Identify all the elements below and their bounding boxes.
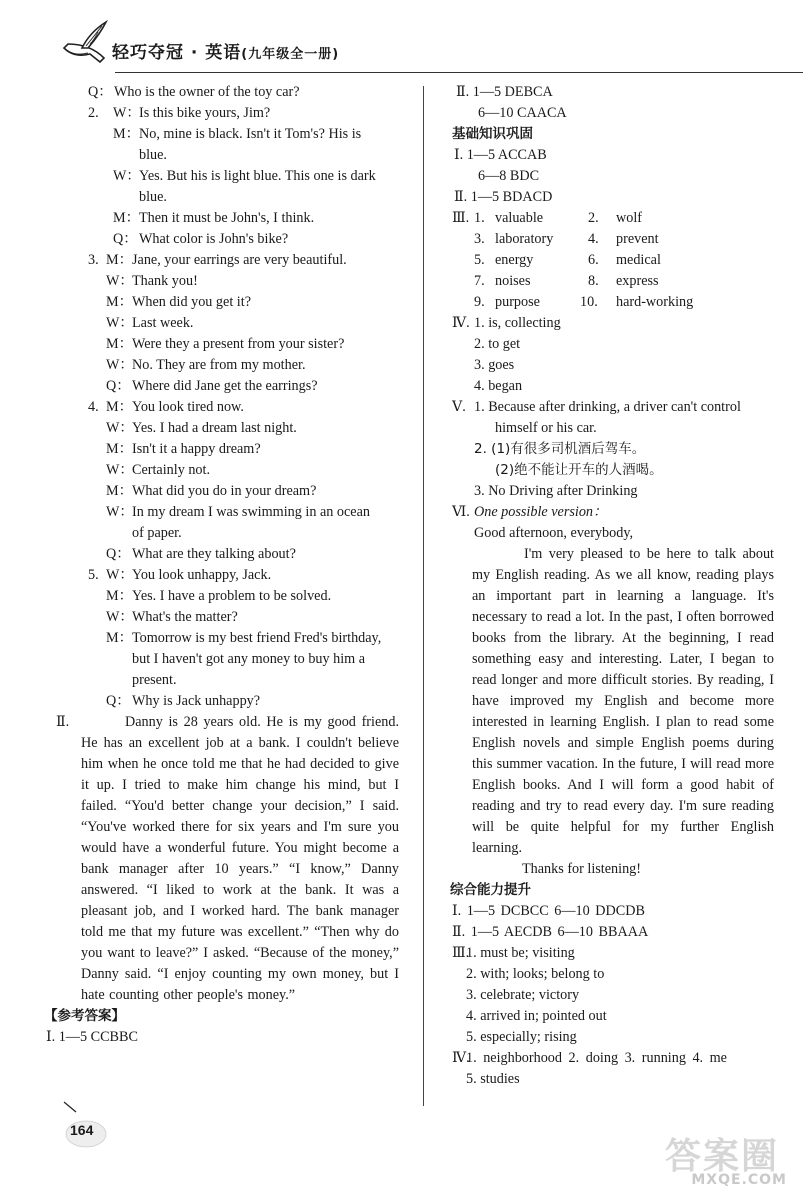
line-text: What are they talking about? — [132, 546, 296, 562]
dialogue-line — [48, 229, 398, 250]
vocab-row — [448, 250, 778, 271]
answer-text: 3. celebrate; victory — [466, 987, 580, 1003]
speaker-label: M： — [106, 336, 133, 352]
answer-text: 1. neighborhood 2. doing 3. running 4. me — [466, 1050, 727, 1066]
dialogue-line — [48, 397, 398, 418]
answer-line: Ⅰ. 1—5 ACCAB — [454, 147, 547, 163]
answer-text: 4. began — [474, 378, 523, 394]
vocab-number: 8. — [588, 273, 599, 289]
left-column — [44, 82, 399, 1048]
answer-line: Ⅰ. 1—5 DCBCC 6—10 DDCDB — [452, 903, 645, 919]
answer-line — [448, 502, 778, 523]
line-continuation: of paper. — [132, 525, 182, 541]
speaker-label: M： — [106, 483, 133, 499]
line-text: Jane, your earrings are very beautiful. — [132, 252, 347, 268]
speaker-label: M： — [106, 252, 133, 268]
speaker-label: M： — [106, 630, 133, 646]
speaker-label: W： — [106, 504, 134, 520]
book-title-sub: (九年级全一册) — [241, 47, 340, 62]
line-text: What's the matter? — [132, 609, 238, 625]
speaker-label: W： — [106, 420, 134, 436]
answer-text: 3. No Driving after Drinking — [474, 483, 638, 499]
answer-text: 5. especially; rising — [466, 1029, 577, 1045]
essay-greeting: Good afternoon, everybody, — [474, 525, 634, 541]
line-text: When did you get it? — [132, 294, 251, 310]
listening-passage: Danny is 28 years old. He is my good friend. He has an excellent job at a bank. I couldn't believe him when he once told me that he had decided to give it up. I tried to make him change his mind, but I failed. “You'd better change your decision,” I said. “You've worked there for six years and I'm sure you would have a wonderful future. You might become a bank manager after 10 years.” “I know,” Danny answered. “I liked to work at the bank. It was a pleasant job, and I worked hard. The bank manager told me that my future was excellent.” “Then why do you want to leave?” I asked. “Because of the money,” Danny said. “I enjoy counting my own money, but I hate counting other people's money.” — [81, 714, 399, 1003]
section-label: Ⅳ. — [452, 315, 470, 331]
line-text: Why is Jack unhappy? — [132, 693, 261, 709]
page-header — [60, 18, 780, 74]
vocab-row — [448, 229, 778, 250]
line-continuation: but I haven't got any money to buy him a — [132, 651, 366, 667]
speaker-label: M： — [113, 126, 140, 142]
line-text: Yes. I have a problem to be solved. — [132, 588, 332, 604]
vocab-word: noises — [495, 273, 531, 289]
line-text: Last week. — [132, 315, 194, 331]
vocab-word: wolf — [616, 210, 643, 226]
speaker-label: M： — [106, 588, 133, 604]
answer-text: 2. (1)有很多司机酒后驾车。 — [474, 441, 646, 457]
vocab-number: 1. — [474, 210, 485, 226]
line-text: Is this bike yours, Jim? — [139, 105, 271, 121]
speaker-label: Q： — [106, 378, 131, 394]
speaker-label: Q： — [88, 84, 113, 100]
dialogue-line — [48, 208, 398, 229]
vocab-number: 9. — [474, 294, 485, 310]
answer-line — [448, 1048, 778, 1069]
vocab-row — [448, 271, 778, 292]
version-label — [474, 502, 607, 523]
watermark-logo-text: 答案圈 — [664, 1136, 779, 1177]
reference-answers-heading: 【参考答案】 — [44, 1008, 125, 1024]
answer-text: himself or his car. — [495, 420, 597, 436]
right-column — [448, 82, 778, 1090]
line-continuation: present. — [132, 672, 177, 688]
vocab-number: 3. — [474, 231, 485, 247]
vocab-word: valuable — [495, 210, 544, 226]
vocab-word: energy — [495, 252, 534, 268]
answer-line: Ⅱ. 1—5 DEBCA — [456, 84, 553, 100]
item-number: 5. — [88, 567, 99, 583]
answer-line — [448, 397, 778, 418]
watermark-url: MXQE.COM — [691, 1172, 787, 1188]
vocab-number: 5. — [474, 252, 485, 268]
answer-line: 6—10 CAACA — [478, 105, 567, 121]
line-text: No. They are from my mother. — [132, 357, 306, 373]
line-text: Were they a present from your sister? — [132, 336, 345, 352]
dialogue-line — [48, 565, 398, 586]
answer-text: 1. must be; visiting — [466, 945, 575, 961]
speaker-label: W： — [106, 357, 134, 373]
sample-essay: I'm very pleased to be here to talk about my English reading. As we all know, reading plays an important part in learning a language. It's necessary to read a lot. In the past, I often borrowed books from the library. At the beginning, I read something easy and interesting. Later, I began to read longer and more difficult stories. By reading, I have improved my English and become more interested in learning English. I plan to read some English novels and simple English poems during this summer vacation. In the future, I will read more English books. And I will form a good habit of reading and try to read every day. I'm sure reading will be quite helpful for my further English learning. — [472, 546, 774, 856]
answer-text: 4. arrived in; pointed out — [466, 1008, 607, 1024]
dialogue-line — [48, 82, 398, 103]
vocab-number: 7. — [474, 273, 485, 289]
line-text: What color is John's bike? — [139, 231, 289, 247]
version-colon: ： — [593, 504, 608, 520]
dialogue-line — [48, 103, 398, 124]
section-label: Ⅵ. — [452, 504, 470, 520]
answer-line: 6—8 BDC — [478, 168, 540, 184]
speaker-label: W： — [113, 168, 141, 184]
section-label: Ⅴ. — [452, 399, 466, 415]
line-text: Thank you! — [132, 273, 198, 289]
speaker-label: W： — [106, 609, 134, 625]
answer-text: (2)绝不能让开车的人酒喝。 — [495, 462, 663, 478]
line-text: What did you do in your dream? — [132, 483, 317, 499]
answer-text: 1. is, collecting — [474, 315, 561, 331]
speaker-label: M： — [106, 399, 133, 415]
essay-closing: Thanks for listening! — [522, 861, 641, 877]
answer-line: Ⅱ. 1—5 AECDB 6—10 BBAAA — [452, 924, 649, 940]
line-text: Isn't it a happy dream? — [132, 441, 261, 457]
answer-text: 2. to get — [474, 336, 521, 352]
line-text: Where did Jane get the earrings? — [132, 378, 318, 394]
line-text: Yes. But his is light blue. This one is dark — [139, 168, 376, 184]
dialogue-line — [48, 166, 398, 187]
section-heading-basic: 基础知识巩固 — [452, 126, 533, 142]
vocab-number: 4. — [588, 231, 599, 247]
vocab-row — [448, 208, 778, 229]
passage-section — [48, 712, 398, 1006]
answer-line: Ⅱ. 1—5 BDACD — [454, 189, 553, 205]
vocabulary-answers — [448, 208, 778, 313]
speaker-label: W： — [106, 315, 134, 331]
section-label: Ⅲ. — [452, 945, 470, 961]
section-label: Ⅱ. — [56, 714, 70, 730]
speaker-label: W： — [113, 105, 141, 121]
vocab-word: laboratory — [495, 231, 554, 247]
section-heading-comprehensive: 综合能力提升 — [450, 882, 531, 898]
answer-line — [448, 313, 778, 334]
speaker-label: Q： — [113, 231, 138, 247]
speaker-label: Q： — [106, 693, 131, 709]
speaker-label: W： — [106, 273, 134, 289]
answer-text: 3. goes — [474, 357, 515, 373]
header-rule — [115, 72, 803, 73]
line-text: Tomorrow is my best friend Fred's birthday, — [132, 630, 382, 646]
speaker-label: M： — [106, 294, 133, 310]
line-continuation: blue. — [139, 189, 167, 205]
line-text: Then it must be John's, I think. — [139, 210, 315, 226]
speaker-label: M： — [106, 441, 133, 457]
speaker-label: W： — [106, 462, 134, 478]
line-text: Yes. I had a dream last night. — [132, 420, 297, 436]
vocab-word: medical — [616, 252, 661, 268]
section-label: Ⅳ. — [452, 1050, 470, 1066]
quill-book-logo-icon — [60, 18, 110, 68]
answer-text: 1. Because after drinking, a driver can't control — [474, 399, 741, 415]
line-text: No, mine is black. Isn't it Tom's? His is — [139, 126, 362, 142]
line-continuation: blue. — [139, 147, 167, 163]
dialogue-line — [48, 250, 398, 271]
book-title-main: 轻巧夺冠 · 英语 — [112, 43, 242, 63]
vocab-number: 2. — [588, 210, 599, 226]
answer-text: 2. with; looks; belong to — [466, 966, 605, 982]
line-text: You look tired now. — [132, 399, 244, 415]
page-number: 164 — [70, 1122, 94, 1138]
column-divider — [423, 86, 424, 1106]
vocab-row — [448, 292, 778, 313]
speaker-label: Q： — [106, 546, 131, 562]
book-title — [112, 38, 339, 63]
answer-line — [448, 943, 778, 964]
vocab-word: hard-working — [616, 294, 694, 310]
item-number: 3. — [88, 252, 99, 268]
speaker-label: M： — [113, 210, 140, 226]
vocab-word: prevent — [616, 231, 659, 247]
vocab-number: 10. — [580, 294, 598, 310]
line-text: In my dream I was swimming in an ocean — [132, 504, 370, 520]
line-text: You look unhappy, Jack. — [132, 567, 272, 583]
dialogue-line — [48, 124, 398, 145]
line-text: Who is the owner of the toy car? — [114, 84, 300, 100]
section-label: Ⅲ. — [452, 210, 470, 226]
vocab-word: purpose — [495, 294, 540, 310]
vocab-number: 6. — [588, 252, 599, 268]
watermark — [633, 1128, 793, 1190]
answer-line: Ⅰ. 1—5 CCBBC — [46, 1029, 138, 1045]
line-text: Certainly not. — [132, 462, 211, 478]
item-number: 4. — [88, 399, 99, 415]
speaker-label: W： — [106, 567, 134, 583]
version-text: One possible version — [474, 504, 594, 520]
item-number: 2. — [88, 105, 99, 121]
answer-text: 5. studies — [466, 1071, 520, 1087]
vocab-word: express — [616, 273, 659, 289]
